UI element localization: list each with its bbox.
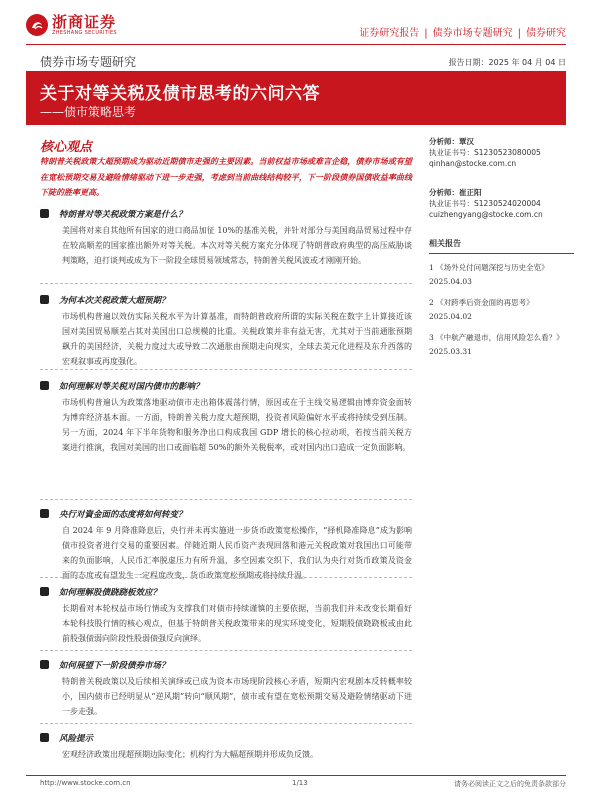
- core-summary: 特朗普关税政策大超预期成为驱动近期债市走强的主要因素。当前权益市场或难言企稳，债券市场或有望在宽松预期交易及避险情绪驱动下进一步走强，考虑到当前曲线结构较平，下一阶段债券国债收益率曲线下陡的胜率更高。: [40, 156, 412, 197]
- related-report-link[interactable]: 2 《对跨季后资金面的再思考》 2025.04.02: [429, 298, 534, 321]
- header-rule: [26, 44, 566, 45]
- qa-section-5: [40, 584, 412, 646]
- brand-name-cn: 浙商证券: [52, 13, 117, 31]
- section-body: 特朗普关税政策以及后续相关演绎或已成为资本市场现阶段核心矛盾，短期内宏观剧本反转概率较小，国内债市已经明显从“逆风期”转向“顺风期”，债市或有望在宽松预期交易及避险情绪驱动下进一步走强。: [62, 677, 412, 716]
- section-divider: [40, 650, 412, 651]
- analyst-name: 分析师：崔正阳: [429, 188, 482, 197]
- disclaimer-note: 请务必阅读正文之后的免责条款部分: [454, 780, 566, 788]
- brand-logo: [26, 14, 117, 36]
- top-nav: 证券研究报告 | 债券市场专题研究 | 债券研究: [359, 28, 566, 39]
- footer-url[interactable]: http://www.stocke.com.cn: [40, 779, 131, 787]
- section-question: 特朗普对等关税政策方案是什么？: [59, 209, 187, 220]
- footer-rule: [26, 775, 566, 776]
- section-body: 长期看对本轮权益市场行情或为支撑我们对债市持续谨慎的主要依据，当前我们并未改变长期看好本轮科技股行情的核心观点，但基于特朗普关税政策带来的现实环境变化，短期股债跷跷板或由此前股强债弱向阶段性股弱债强反向演绎。: [62, 604, 412, 643]
- square-bullet-icon: [40, 660, 49, 669]
- section-question: 如何理解股债跷跷板效应？: [59, 587, 162, 598]
- square-bullet-icon: [40, 587, 49, 596]
- nav-item-research: 证券研究报告: [359, 28, 420, 39]
- brand-name-en: ZHESHANG SECURITIES: [52, 30, 117, 36]
- section-question: 如何理解对等关税对国内债市的影响？: [59, 381, 204, 392]
- section-divider: [40, 577, 412, 578]
- report-date: 报告日期：2025 年 04 月 04 日: [448, 58, 566, 67]
- core-heading: 核心观点: [40, 140, 93, 155]
- section-body: 美国将对来自其他所有国家的进口商品加征 10%的基准关税，并针对部分与美国商品贸易过程中存在较高顺差的国家推出额外对等关税。本次对等关税方案充分体现了特朗普政府典型的高压威胁谈判策略，迫打谈判或成为下一阶段全球贸易领域常态，特朗普关税风波或才刚刚开始。: [62, 226, 412, 265]
- qa-section-6: [40, 657, 412, 719]
- section-question: 风险提示: [59, 733, 94, 744]
- section-body: 自 2024 年 9 月降准降息后，央行并未再实施进一步货币政策宽松操作，“择机降准降息”成为影响债市投资者进行交易的重要因素。伴随近期人民币资产表现回落和港元关税政策对我国出口可能带来的负面影响，人民币汇率脱虚压力有所升温，多空因素交织下，我们认为央行对货币政策及资金面的态度或有望发生一定程度改变，货币政策宽松预期或将持续升温。: [62, 526, 412, 580]
- nav-item-bond: 债券研究: [526, 28, 566, 39]
- qa-section-2: [40, 292, 412, 369]
- analyst-cert: 执业证书号：S1230524020004: [429, 199, 541, 208]
- square-bullet-icon: [40, 381, 49, 390]
- section-body: 市场机构普遍认为政策落地驱动债市走出箱体震荡行情，原因或在于主线交易逻辑由博弈资金面转为博弈经济基本面。一方面，特朗普关税力度大超预期，投资者风险偏好水平或将持续受到压制。另一方面，2024 年下半年货物和服务净出口构成我国 GDP 增长的核心拉动项，若按当前关税方案进行推演，我国对美国的出口或面临超 50%的额外关税税率，或对国内出口造成一定负面影响。: [62, 398, 412, 452]
- section-question: 央行对資金面的态度将如何转变？: [59, 509, 187, 520]
- analyst-card: [429, 187, 574, 220]
- section-divider: [40, 723, 412, 724]
- qa-section-1: [40, 206, 412, 268]
- nav-item-bond-topic: 债券市场专题研究: [432, 28, 513, 39]
- analyst-email[interactable]: cuizhengyang@stocke.com.cn: [429, 210, 543, 219]
- square-bullet-icon: [40, 209, 49, 218]
- related-reports-heading: 相关报告: [429, 238, 574, 254]
- risk-section: [40, 730, 412, 762]
- page-number: 1/13: [292, 779, 308, 787]
- series-title: 债券市场专题研究: [40, 55, 137, 69]
- square-bullet-icon: [40, 733, 49, 742]
- section-divider: [40, 369, 412, 370]
- square-bullet-icon: [40, 295, 49, 304]
- section-divider: [40, 283, 412, 284]
- related-report-link[interactable]: 1 《场外兑付问题深挖与历史全览》 2025.04.03: [429, 263, 549, 286]
- qa-section-4: [40, 506, 412, 583]
- analyst-card: [429, 136, 574, 169]
- analyst-cert: 执业证书号：S1230523080005: [429, 148, 541, 157]
- analyst-name: 分析师：覃汉: [429, 137, 474, 146]
- section-question: 如何展望下一阶段债券市场？: [59, 660, 170, 671]
- sidebar: [429, 136, 574, 359]
- section-question: 为何本次关税政策大超预期？: [59, 295, 170, 306]
- logo-swirl-icon: [26, 14, 48, 36]
- page-title: 关于对等关税及债市思考的六问六答: [40, 84, 320, 104]
- qa-section-3: [40, 378, 412, 455]
- section-body: 宏观经济政策出现超预期边际变化；机构行为大幅超预期并形成负反馈。: [62, 750, 318, 759]
- section-divider: [40, 499, 412, 500]
- page-subtitle: ——债市策略思考: [40, 105, 137, 119]
- section-body: 市场机构普遍以效仿实际关税水平为计算基准，而特朗普政府所谓的实际关税在数字上计算接近该国对美国贸易顺差占其对美国出口总规模的比重。关税政策并非有益无害，尤其对于当前通胀预期飙升的美国经济，关税力度过大或导致二次通胀由预期走向现实，全球去美元化进程及东升西落的宏观叙事或再度强化。: [62, 312, 412, 366]
- analyst-email[interactable]: qinhan@stocke.com.cn: [429, 159, 517, 168]
- related-report-link[interactable]: 3 《中航产融退市，信用风险怎么看？》 2025.03.31: [429, 333, 564, 356]
- title-band: [26, 72, 566, 125]
- square-bullet-icon: [40, 509, 49, 518]
